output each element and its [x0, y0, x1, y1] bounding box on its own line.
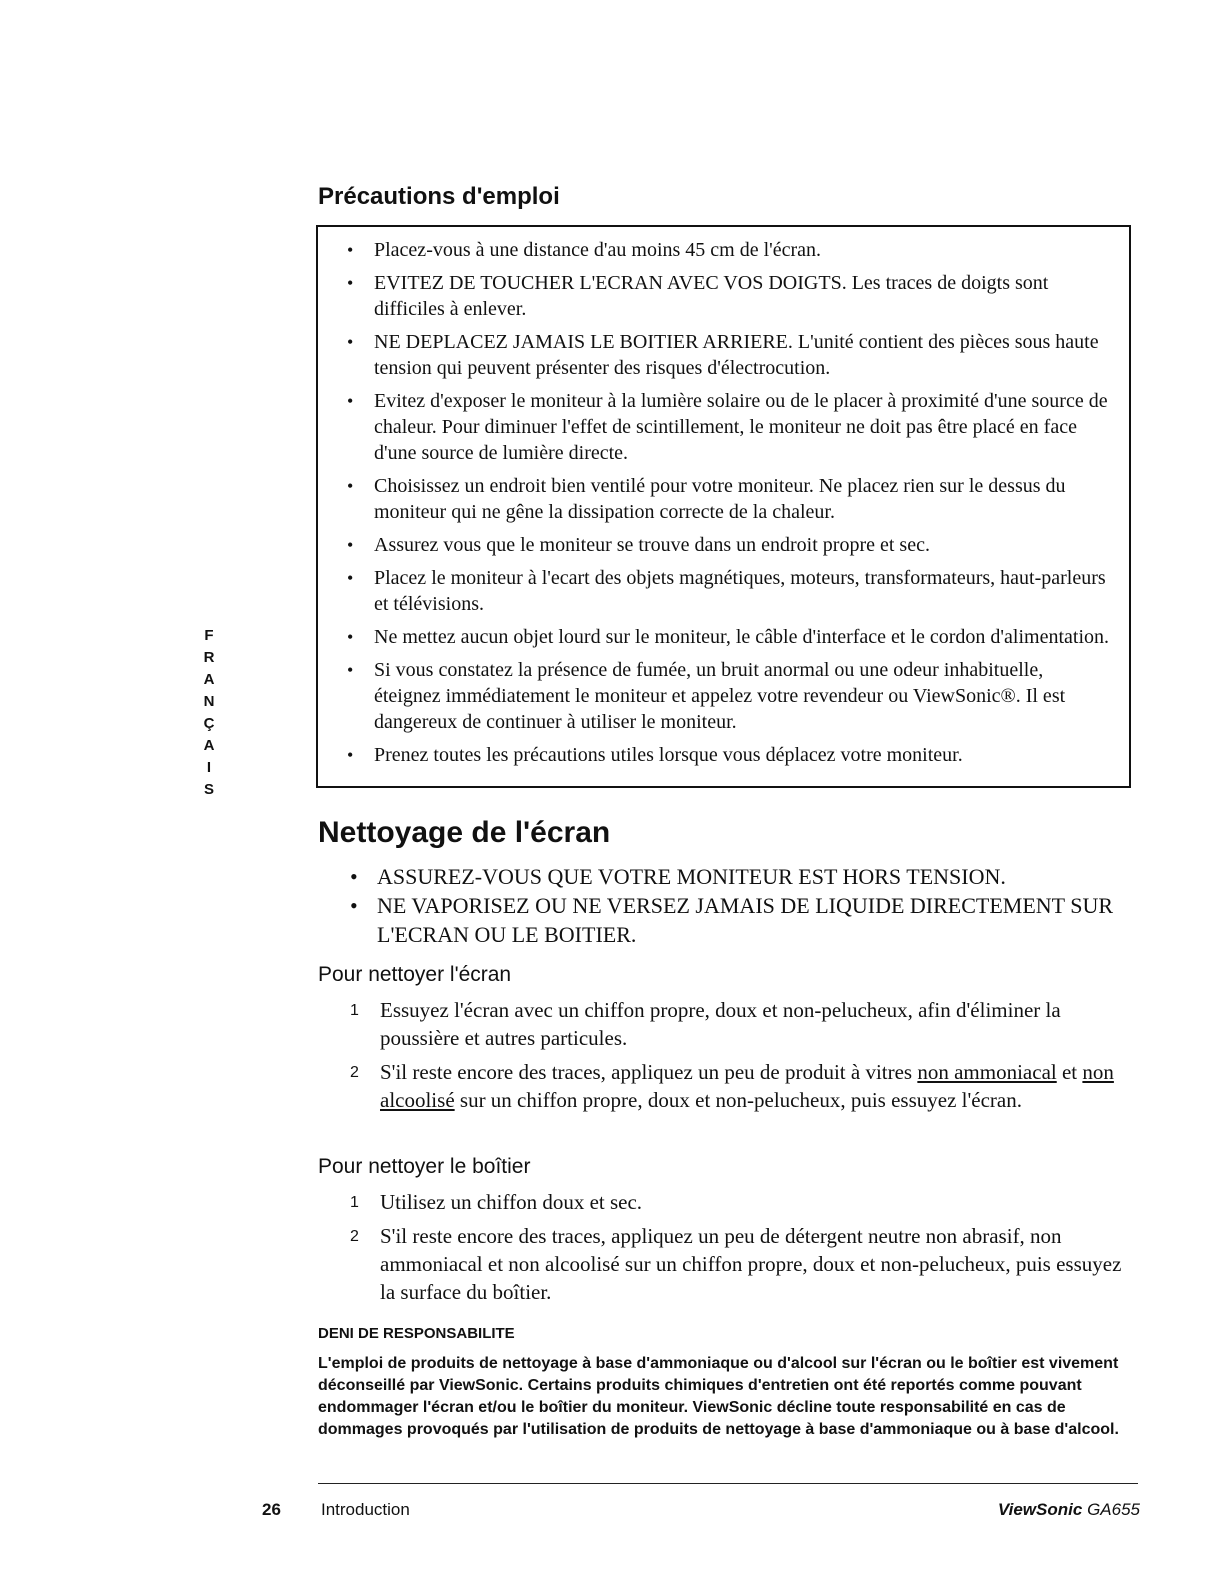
case-cleaning-steps — [350, 1188, 1125, 1312]
step-item — [350, 1188, 1125, 1216]
underlined-term: non alcoolisé — [380, 1060, 1114, 1112]
footer-section-name: Introduction — [321, 1500, 410, 1519]
cleaning-warnings-list — [350, 862, 1130, 949]
language-side-tab — [198, 625, 220, 801]
warning-item: • ASSUREZ-VOUS QUE VOTRE MONITEUR EST HORS TENSION. — [350, 862, 1130, 891]
list-item: • Prenez toutes les précautions utiles lorsque vous déplacez votre moniteur. — [347, 742, 1111, 768]
step-item — [350, 1058, 1125, 1114]
list-item: • Si vous constatez la présence de fumée, un bruit anormal ou une odeur inhabituelle, éteignez immédiatement le moniteur et appelez votre revendeur ou ViewSonic®. Il est dangereux de continuer à utiliser le moniteur. — [347, 657, 1111, 735]
page-number: 26 — [262, 1500, 281, 1519]
step-number: 2 — [350, 1064, 359, 1081]
list-item: • NE DEPLACEZ JAMAIS LE BOITIER ARRIERE. L'unité contient des pièces sous haute tension qui peuvent présenter des risques d'électrocution. — [347, 329, 1111, 381]
step-item — [350, 1222, 1125, 1306]
model-name: GA655 — [1087, 1500, 1140, 1519]
side-tab-letter: S — [203, 781, 214, 798]
list-item: • Placez-vous à une distance d'au moins 45 cm de l'écran. — [347, 237, 1111, 263]
step-number: 2 — [350, 1228, 359, 1245]
side-tab-letter: A — [203, 671, 215, 688]
list-item: • Choisissez un endroit bien ventilé pour votre moniteur. Ne placez rien sur le dessus du moniteur qui ne gêne la dissipation correcte de la chaleur. — [347, 473, 1111, 525]
case-cleaning-heading: Pour nettoyer le boîtier — [318, 1155, 531, 1178]
step-text-part: sur un chiffon propre, doux et non-pelucheux, puis essuyez l'écran. — [454, 1088, 1022, 1112]
brand-name: ViewSonic — [997, 1500, 1083, 1519]
step-number: 1 — [350, 1194, 359, 1211]
step-text-part: et — [1056, 1060, 1083, 1084]
side-tab-letter: F — [204, 627, 214, 644]
footer-product — [998, 1500, 1140, 1520]
precautions-list — [318, 227, 1129, 768]
precautions-heading: Précautions d'emploi — [318, 183, 560, 210]
list-item: • Evitez d'exposer le moniteur à la lumière solaire ou de le placer à proximité d'une source de chaleur. Pour diminuer l'effet de scintillement, le moniteur ne doit pas être placé en face d'une source de lumière directe. — [347, 388, 1111, 466]
step-number: 1 — [350, 1002, 359, 1019]
list-item: • EVITEZ DE TOUCHER L'ECRAN AVEC VOS DOIGTS. Les traces de doigts sont difficiles à enlever. — [347, 270, 1111, 322]
step-text: S'il reste encore des traces, appliquez un peu de détergent neutre non abrasif, non ammoniacal et non alcoolisé sur un chiffon propre, doux et non-pelucheux, puis essuyez la surface du boîtier. — [380, 1224, 1122, 1304]
step-text-part: S'il reste encore des traces, appliquez un peu de produit à vitres — [380, 1060, 918, 1084]
step-text: Essuyez l'écran avec un chiffon propre, doux et non-pelucheux, afin d'éliminer la poussière et autres particules. — [380, 998, 1061, 1050]
disclaimer-text: L'emploi de produits de nettoyage à base d'ammoniaque ou d'alcool sur l'écran ou le boîtier est vivement déconseillé par ViewSonic. Certains produits chimiques d'entretien ont été reportés comme pouvant endommager l'écran et/ou le boîtier du moniteur. ViewSonic décline toute responsabilité en cas de dommages provoqués par l'utilisation de produits de nettoyage à base d'ammoniaque ou à base d'alcool. — [318, 1355, 1119, 1438]
side-tab-letter: N — [203, 693, 215, 710]
list-item: • Ne mettez aucun objet lourd sur le moniteur, le câble d'interface et le cordon d'alimentation. — [347, 624, 1111, 650]
step-text: Utilisez un chiffon doux et sec. — [380, 1190, 643, 1214]
cleaning-heading: Nettoyage de l'écran — [318, 816, 611, 849]
step-item — [350, 996, 1125, 1052]
side-tab-letter: A — [203, 737, 215, 754]
side-tab-letter: Ç — [203, 715, 215, 732]
side-tab-letter: R — [203, 649, 215, 666]
screen-cleaning-steps — [350, 996, 1125, 1120]
screen-cleaning-heading: Pour nettoyer l'écran — [318, 963, 512, 986]
footer-divider — [318, 1483, 1138, 1484]
list-item: • Placez le moniteur à l'ecart des objets magnétiques, moteurs, transformateurs, haut-parleurs et télévisions. — [347, 565, 1111, 617]
list-item: • Assurez vous que le moniteur se trouve dans un endroit propre et sec. — [347, 532, 1111, 558]
side-tab-letter: I — [206, 759, 212, 776]
warning-item: • NE VAPORISEZ OU NE VERSEZ JAMAIS DE LIQUIDE DIRECTEMENT SUR L'ECRAN OU LE BOITIER. — [350, 891, 1130, 949]
precautions-box — [316, 225, 1131, 788]
disclaimer-heading: DENI DE RESPONSABILITE — [318, 1325, 515, 1342]
underlined-term: non ammoniacal — [917, 1060, 1057, 1084]
step-text — [380, 1060, 1114, 1112]
